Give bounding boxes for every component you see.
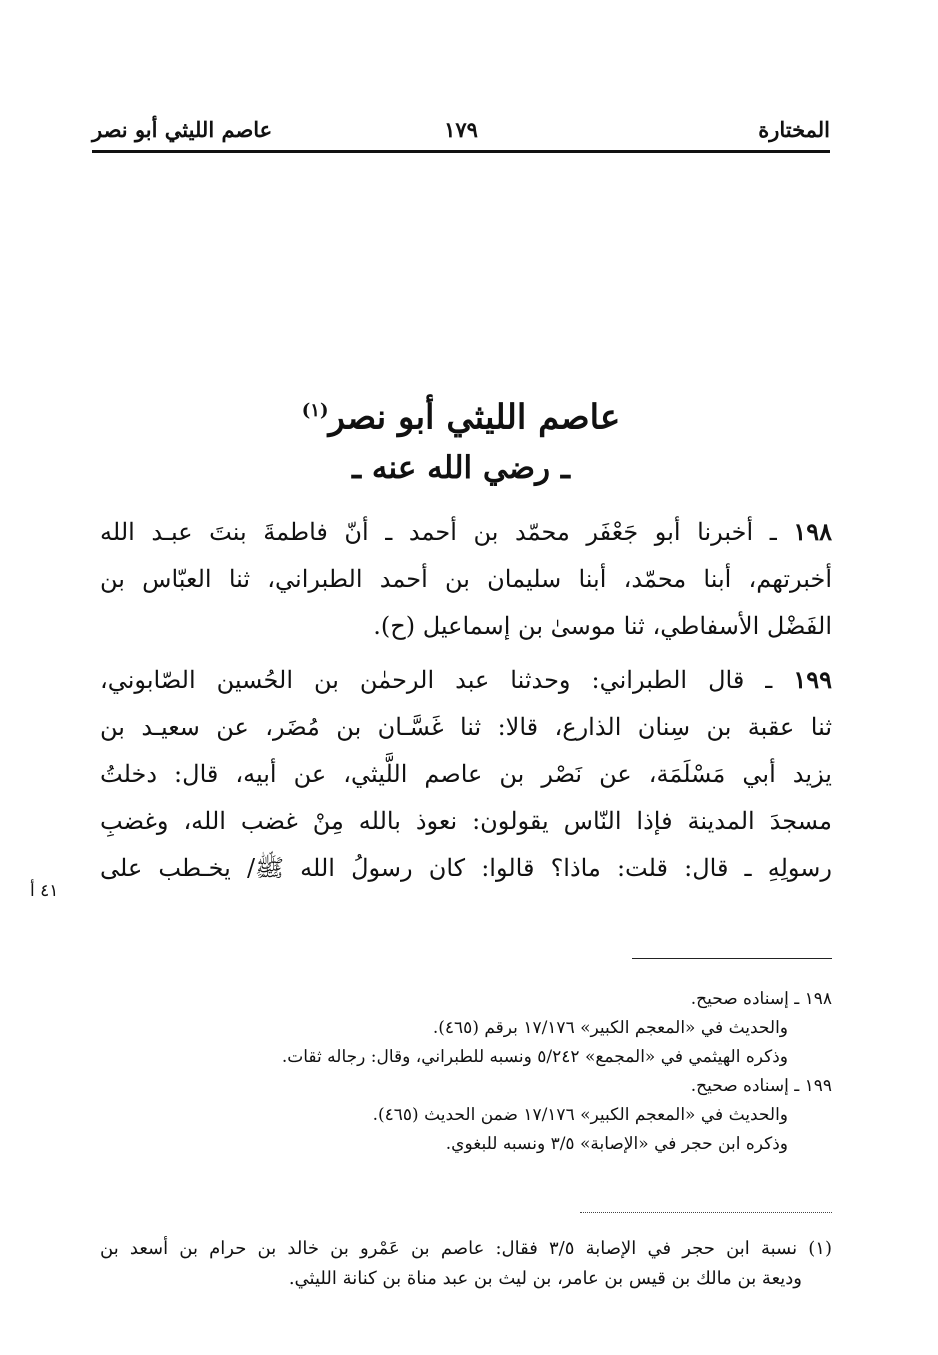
running-header <box>92 112 830 148</box>
footnote-line: ١٩٩ ـ إسناده صحيح. <box>690 1076 832 1096</box>
title-footnote-line: وديعة بن مالك بن قيس بن عامر، بن ليث بن عبد مناة بن كنانة الليثي. <box>288 1268 802 1289</box>
title-footnote-line: (١) نسبة ابن حجر في الإصابة ٣/٥ فقال: عاصم بن عَمْرو بن خالد بن حرام بن أسعد بن <box>100 1238 832 1259</box>
paragraph-line: مسجدَ المدينة فإذا النّاس يقولون: نعوذ بالله مِنْ غضب الله، وغضبِ <box>100 807 832 835</box>
hadith-number: ١٩٩ <box>793 665 832 694</box>
line-text: ـ قال الطبراني: وحدثنا عبد الرحمٰن بن الحُسين الصّابوني، <box>100 666 773 694</box>
footnote-separator <box>632 958 832 959</box>
chapter-heading <box>92 385 830 493</box>
paragraph-line <box>100 656 832 704</box>
paragraph-line: ثنا عقبة بن سِنان الذارع، قالا: ثنا غَسَّـان بن مُضَر، عن سعيـد بن <box>100 713 832 741</box>
paragraph-line: رسولِهِ ـ قال: قلت: ماذا؟ قالوا: كان رسولُ الله ﷺ/ يخـطب على <box>100 854 832 882</box>
chapter-title <box>92 385 830 443</box>
chapter-title-text: عاصم الليثي أبو نصر <box>328 397 621 438</box>
footnote-dotted-separator <box>580 1212 832 1213</box>
header-rule <box>92 150 830 153</box>
paragraph-199 <box>100 656 832 892</box>
header-chapter-title: عاصم الليثي أبو نصر <box>92 117 273 142</box>
header-book-title: المختارة <box>758 117 830 142</box>
hadith-number: ١٩٨ <box>793 517 832 546</box>
paragraph-line: أخبرتهم، أبنا محمّد، أبنا سليمان بن أحمد الطبراني، ثنا العبّاس بن <box>100 565 832 593</box>
footnote-line: والحديث في «المعجم الكبير» ١٧/١٧٦ ضمن الحديث (٤٦٥). <box>372 1105 788 1125</box>
paragraph-line: الفَضْل الأسفاطي، ثنا موسىٰ بن إسماعيل (ح). <box>373 612 832 640</box>
manuscript-folio-marker: ٤١ أ <box>30 881 59 901</box>
paragraph-line: يزيد أبي مَسْلَمَة، عن نَصْر بن عاصم اللَّيثي، عن أبيه، قال: دخلتُ <box>100 760 832 788</box>
title-footnote <box>100 1234 832 1294</box>
footnote-line: وذكره الهيثمي في «المجمع» ٥/٢٤٢ ونسبه للطبراني، وقال: رجاله ثقات. <box>281 1047 788 1067</box>
paragraph-198 <box>100 508 832 650</box>
footnote-line: والحديث في «المعجم الكبير» ١٧/١٧٦ برقم (٤٦٥). <box>432 1018 788 1038</box>
footnote-line: ١٩٨ ـ إسناده صحيح. <box>690 989 832 1009</box>
page-number: ١٧٩ <box>444 117 478 142</box>
line-text: ـ أخبرنا أبو جَعْفَر محمّد بن أحمد ـ أنّ فاطمةَ بنتَ عبـد الله <box>100 518 777 546</box>
footnotes <box>160 985 832 1159</box>
body-text <box>100 508 832 898</box>
chapter-title-footnote-marker: (١) <box>301 400 329 421</box>
paragraph-line <box>100 508 832 556</box>
chapter-subtitle: ـ رضي الله عنه ـ <box>352 450 570 487</box>
footnote-line: وذكره ابن حجر في «الإصابة» ٣/٥ ونسبه للبغوي. <box>445 1134 788 1154</box>
